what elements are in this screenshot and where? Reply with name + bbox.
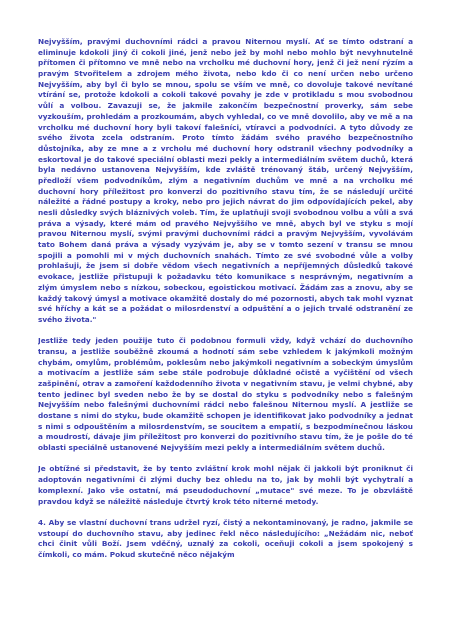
paragraph-gap: [38, 454, 413, 465]
paragraph-4: 4. Aby se vlastní duchovní trans udržel ryzí, čistý a nekontaminovaný, je radno, jakmile se vstoupí do duchovního stavu, aby jedinec řekl něco následujícího: „Nežádám nic, neboť chci činit vůli Boží. Jsem vděčný, uznalý za cokoli, oceňuji cokoli a jsem spokojený s čímkoli, co mám. Pokud skutečně něco nějakým: [38, 517, 413, 559]
paragraph-gap: [38, 326, 413, 337]
paragraph-2: Jestliže tedy jeden použije tuto či podobnou formuli vždy, když vchází do duchovního transu, a jestliže souběžně zkoumá a hodnotí sám sebe vzhledem k jakýmkoli možným chybám, omylům, problémům, poklesům nebo jakýmkoli negativním a sobeckým úmyslům a motivacím a jestliže sám sebe stále podrobuje důkladné očistě a vyčištění od všech zašpinění, otrav a zamoření každodenního života v negativním stavu, je velmi chybné, aby tento jedinec byl sveden nebo že by se dostal do styku s podvodníky nebo s falešným Nejvyšším nebo falešnými duchovními rádci nebo falešnou Niternou myslí. A jestliže se dostane s nimi do styku, bude okamžitě schopen je identifikovat jako podvodníky a jednat s nimi s odpouštěním a milosrdenstvím, se soucitem a empatií, s bezpodmínečnou láskou a moudrostí, dávaje jim příležitost pro konverzi do pozitivního stavu tím, že je pošle do té oblasti speciálně ustanovené Nejvyšším mezi pekly a intermediálním světem duchů.: [38, 336, 413, 453]
document-page: [38, 37, 413, 637]
paragraph-gap: [38, 507, 413, 518]
paragraph-1: Nejvyšším, pravými duchovními rádci a pravou Niternou myslí. Ať se tímto odstraní a eliminuje kdokoli jiný či cokoli jiné, jenž nebo jež by mohl nebo mohlo být nevyhnutelně přítomen či přítomno ve mně nebo na vrcholku mé duchovní hory, jenž či jež není rýzím a pravým Stvořitelem a zdrojem mého života, nebo kdo či co není určen nebo určeno Nejvyšším, aby byl či bylo se mnou, spolu se vším ve mně, co dovoluje takové nevítané vtírání se, protože kdokoli a cokoli takové povahy je zde v protikladu s mou svobodnou vůlí a volbou. Zavazuji se, že jakmile zakončím bezpečnostní proverky, sám sebe vyzkouším, prohledám a prozkoumám, abych vyhledal, co ve mně dovolilo, aby ve mě a na vrcholku mé duchovní hory byli takoví falešníci, vtíravci a podvodníci. A tyto důvody ze svého života zcela odstraním. Proto tímto žádám svého pravého bezpečnostního důstojníka, aby ze mne a z vrcholu mé duchovní hory odstranil všechny podvodníky a eskortoval je do takové speciální oblasti mezi pekly a intermediálním světem duchů, která byla nedávno ustanovena Nejvyšším, kde zvláště trénovaný štáb, určený Nejvyšším, předloží všem podvodníkům, zlým a negativním duchům ve mně a na vrcholku mé duchovní hory příležitost pro konverzi do pozitivního stavu tím, že se následují určité náležité a řádné postupy a kroky, nebo pro jejich návrat do jim odpovídajících pekel, aby nesli důsledky svých bláznivých voleb. Tím, že uplatňuji svoji svobodnou volbu a vůli a svá práva a výsady, které mám od pravého Nejvyššího ve mně, abych byl ve styku s mojí pravou Niternou myslí, svými pravými duchovními rádci a pravým Nejvyšším, vyvolávám tato Bohem daná práva a výsady vyzývám je, aby se v tomto sezení v transu se mnou spojili a pomohli mi v mých duchovních snahách. Tímto ze své svobodné vůle a volby prohlašuji, že jsem si dobře vědom všech negativních a nepříjemných důsledků takové evokace, jestliže přistupuji k požadavku této komunikace s nesprávným, negativním a zlým úmyslem nebo s nízkou, sobeckou, egoistickou motivací. Žádám zas a znovu, aby se každý takový úmysl a motivace okamžitě dostaly do mé pozornosti, abych tak mohl vyznat své hříchy a kát se a požádat o milosrdenství a odpuštění a o jejich trvalé odstranění ze svého života.": [38, 37, 413, 324]
paragraph-3: Je obtížné si představit, že by tento zvláštní krok mohl nějak či jakkoli být proniknut či adoptován negativními či zlými duchy bez ohledu na to, jak by mohli být vychytralí a komplexní. Jako vše ostatní, má pseudoduchovní „mutace" své meze. To je obzvláště pravdou když se náležitě následuje čtvrtý krok této niterné metody.: [38, 464, 413, 506]
